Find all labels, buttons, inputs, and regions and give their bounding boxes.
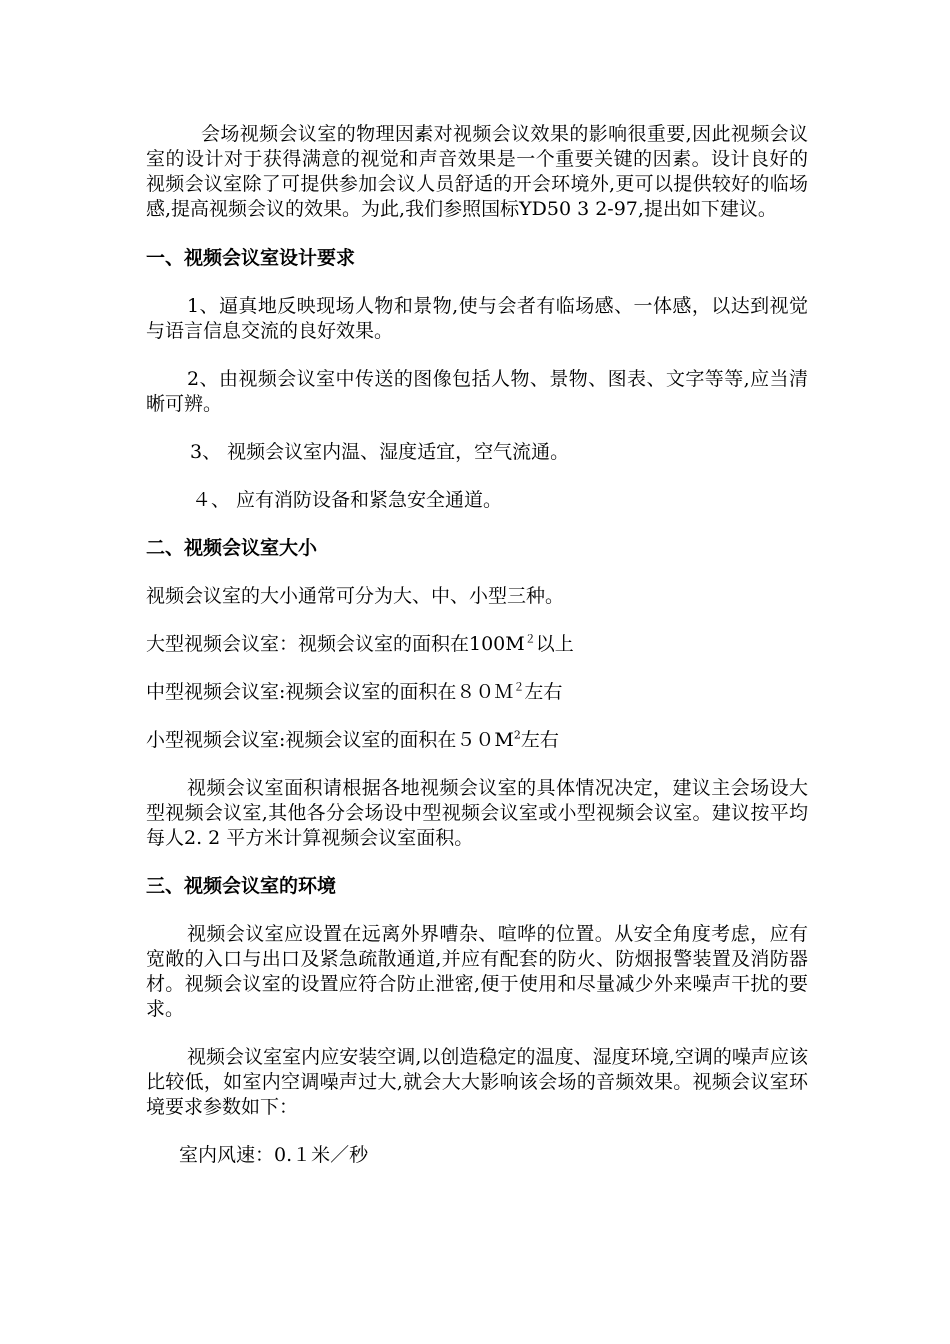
size-lead: 视频会议室的大小通常可分为大、中、小型三种。 [146,585,565,607]
wind-speed: 室内风速：0.１米／秒 [179,1144,369,1166]
section-1-item-4: ４、 应有消防设备和紧急安全通道。 [192,489,503,511]
size-large-sup: ２ [524,632,536,646]
size-large [146,632,808,657]
section-2-heading: 二、视频会议室大小 [146,537,318,559]
size-large-tail: 以上 [535,633,574,655]
size-advice: 视频会议室面积请根据各地视频会议室的具体情况决定，建议主会场设大型视频会议室,其他各分会场设中型视频会议室或小型视频会议室。建议按平均每人2. 2 平方米计算视频会议室面积。 [146,777,808,849]
environment-paragraph-2: 视频会议室室内应安装空调,以创造稳定的温度、湿度环境,空调的噪声应该比较低，如室内空调噪声过大,就会大大影响该会场的音频效果。视频会议室环境要求参数如下： [146,1046,808,1118]
section-1-item-2: 2、由视频会议室中传送的图像包括人物、景物、图表、文字等等,应当清晰可辨。 [146,368,808,415]
document-page [146,122,808,1168]
section-1-item-3: 3、 视频会议室内温、湿度适宜，空气流通。 [190,441,570,463]
section-1-heading: 一、视频会议室设计要求 [146,247,356,269]
size-medium-tail: 左右 [524,681,563,703]
size-medium [146,680,808,705]
size-medium-text: 中型视频会议室:视频会议室的面积在８０Ｍ [146,681,514,703]
size-medium-sup: ２ [513,680,525,694]
section-3-heading: 三、视频会议室的环境 [146,875,337,897]
environment-paragraph-1: 视频会议室应设置在远离外界嘈杂、喧哗的位置。从安全角度考虑，应有宽敞的入口与出口及紧急疏散通道,并应有配套的防火、防烟报警装置及消防器材。视频会议室的设置应符合防止泄密,便于使用和尽量减少外来噪声干扰的要求。 [146,923,808,1020]
size-small [146,728,808,753]
size-small-text: 小型视频会议室:视频会议室的面积在５０M [146,729,514,751]
size-large-text: 大型视频会议室：视频会议室的面积在100M [146,633,525,655]
size-small-sup: 2 [513,728,521,742]
section-1-item-1: 1、逼真地反映现场人物和景物,使与会者有临场感、一体感，以达到视觉与语言信息交流的良好效果。 [146,295,808,342]
intro-paragraph: 会场视频会议室的物理因素对视频会议效果的影响很重要,因此视频会议室的设计对于获得满意的视觉和声音效果是一个重要关键的因素。设计良好的视频会议室除了可提供参加会议人员舒适的开会环境外,更可以提供较好的临场感,提高视频会议的效果。为此,我们参照国标YD50 3 2-97,提出如下建议。 [146,123,808,220]
size-small-tail: 左右 [520,729,559,751]
